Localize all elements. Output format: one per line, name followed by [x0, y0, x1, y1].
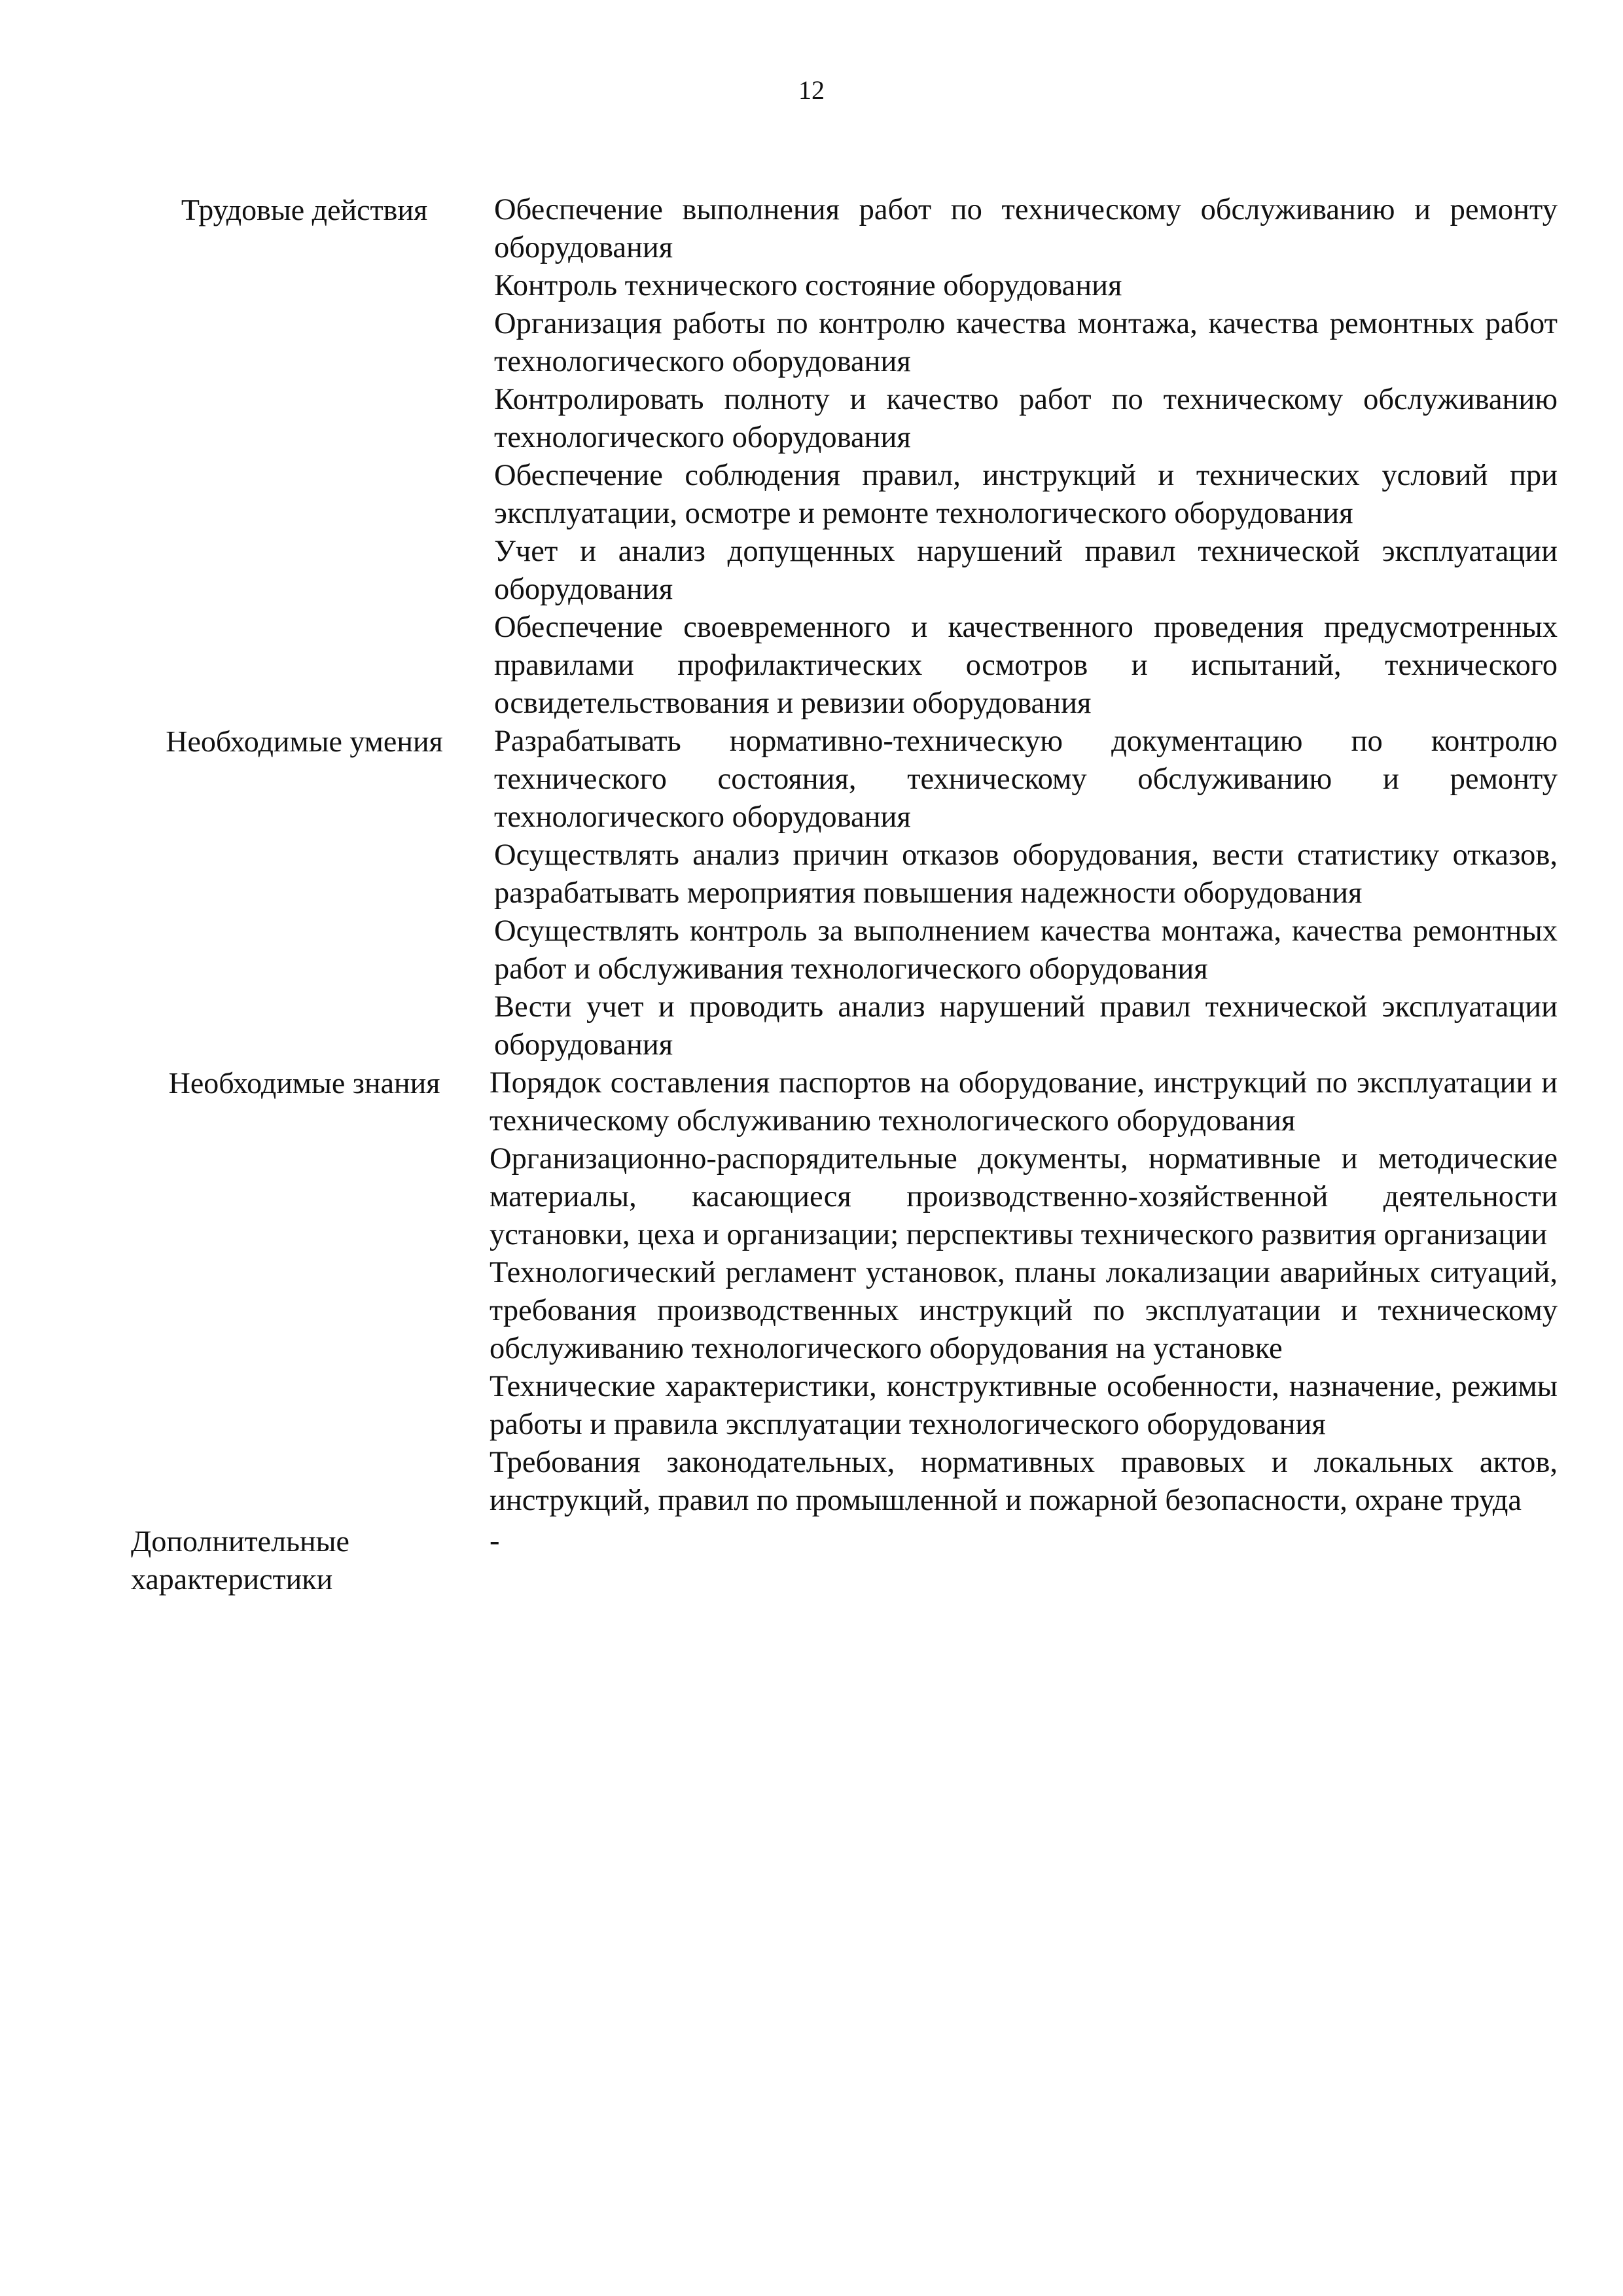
section-additional-characteristics	[131, 1522, 1558, 1598]
list-item: Требования законодательных, нормативных правовых и локальных актов, инструкций, правил по промышленной и пожарной безопасности, охране труда	[490, 1446, 1558, 1517]
list-item: Обеспечение своевременного и качественного проведения предусмотренных правилами профилактических осмотров и испытаний, технического освидетельствования и ревизии оборудования	[494, 611, 1558, 720]
section-label: Необходимые умения	[166, 725, 443, 758]
list-item: Осуществлять анализ причин отказов оборудования, вести статистику отказов, разрабатывать мероприятия повышения надежности оборудования	[494, 838, 1558, 910]
list-item: Организационно-распорядительные документы, нормативные и методические материалы, касающиеся производственно-хозяйственной деятельности установки, цеха и организации; перспективы технического развития организации	[490, 1142, 1558, 1251]
requirements-table	[131, 191, 1558, 1598]
list-item: Вести учет и проводить анализ нарушений правил технической эксплуатации оборудования	[494, 990, 1558, 1062]
list-item: Обеспечение выполнения работ по техническому обслуживанию и ремонту оборудования	[494, 193, 1558, 264]
section-required-skills	[131, 723, 1558, 1064]
section-items	[478, 723, 1558, 1064]
section-label: Дополнительные характеристики	[131, 1524, 349, 1596]
section-labor-actions	[131, 191, 1558, 723]
list-item: Контролировать полноту и качество работ по техническому обслуживанию технологического оборудования	[494, 383, 1558, 454]
list-item: Обеспечение соблюдения правил, инструкций и технических условий при эксплуатации, осмотре и ремонте технологического оборудования	[494, 459, 1558, 530]
list-item: Разрабатывать нормативно-техническую документацию по контролю технического состояния, техническому обслуживанию и ремонту технологического оборудования	[494, 725, 1558, 834]
list-item: Учет и анализ допущенных нарушений правил технической эксплуатации оборудования	[494, 535, 1558, 606]
list-item: Организация работы по контролю качества монтажа, качества ремонтных работ технологического оборудования	[494, 307, 1558, 378]
section-required-knowledge	[131, 1064, 1558, 1520]
list-item: Технические характеристики, конструктивные особенности, назначение, режимы работы и правила эксплуатации технологического оборудования	[490, 1370, 1558, 1441]
section-label: Необходимые знания	[168, 1066, 440, 1100]
list-item: -	[490, 1524, 500, 1558]
section-items	[445, 1522, 1558, 1560]
list-item: Осуществлять контроль за выполнением качества монтажа, качества ремонтных работ и обслуживания технологического оборудования	[494, 914, 1558, 986]
list-item: Технологический регламент установок, планы локализации аварийных ситуаций, требования производственных инструкций по эксплуатации и техническому обслуживанию технологического оборудования на установке	[490, 1256, 1558, 1365]
list-item: Контроль технического состояние оборудования	[494, 269, 1122, 302]
section-items	[478, 191, 1558, 723]
section-label: Трудовые действия	[181, 193, 428, 226]
list-item: Порядок составления паспортов на оборудование, инструкций по эксплуатации и техническому обслуживанию технологического оборудования	[490, 1066, 1558, 1138]
section-items	[478, 1064, 1558, 1520]
page-number: 12	[798, 75, 825, 105]
